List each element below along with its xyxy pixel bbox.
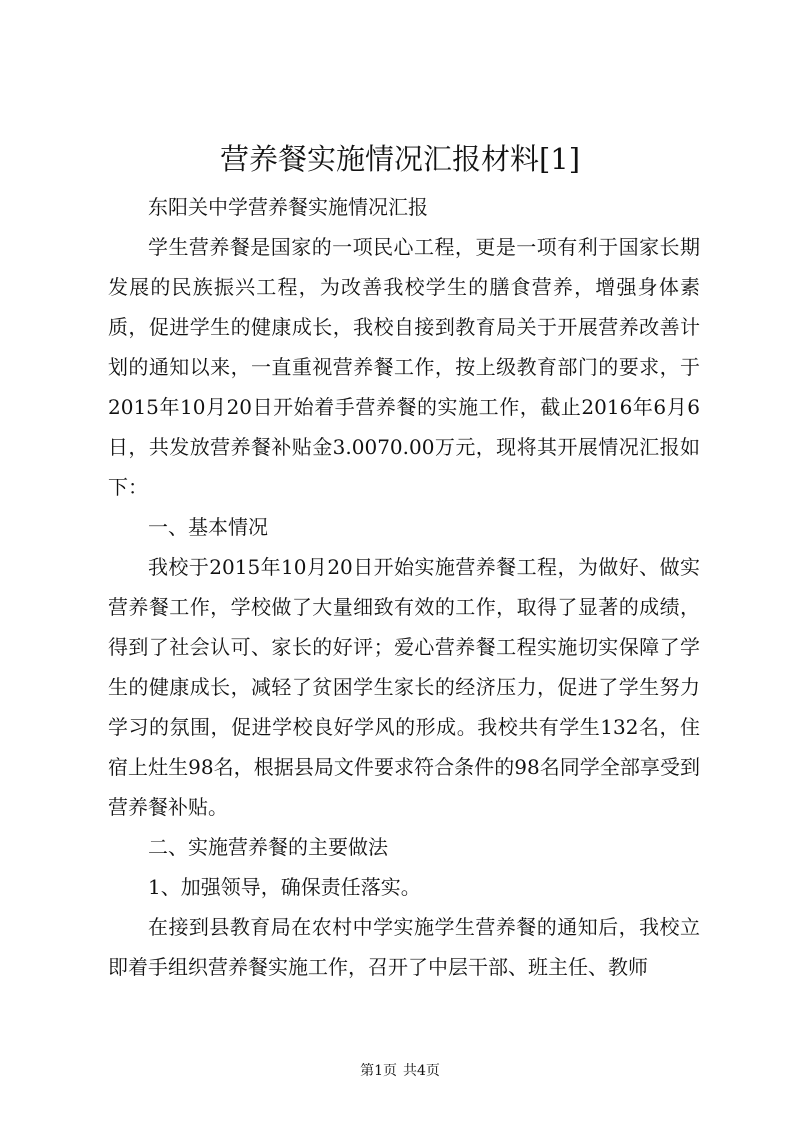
page-number: 第1页: [360, 1063, 397, 1079]
paragraph-subtitle: 东阳关中学营养餐实施情况汇报: [148, 195, 428, 219]
section-heading-main-practices: 二、实施营养餐的主要做法: [148, 835, 388, 859]
subheading-leadership: 1、加强领导，确保责任落实。: [148, 875, 421, 899]
document-body: [108, 187, 700, 987]
paragraph-leadership: 在接到县教育局在农村中学实施学生营养餐的通知后，我校立即着手组织营养餐实施工作，召开了中层干部、班主任、教师: [108, 915, 700, 979]
document-title: 营养餐实施情况汇报材料[1]: [219, 142, 581, 176]
paragraph-basic-situation: 我校于2015年10月20日开始实施营养餐工程，为做好、做实营养餐工作，学校做了大量细致有效的工作，取得了显著的成绩，得到了社会认可、家长的好评；爱心营养餐工程实施切实保障了学生的健康成长，减轻了贫困学生家长的经济压力，促进了学生努力学习的氛围，促进学校良好学风的形成。我校共有学生132名，住宿上灶生98名，根据县局文件要求符合条件的98名同学全部享受到营养餐补贴。: [108, 555, 700, 819]
section-heading-basic-situation: 一、基本情况: [148, 515, 268, 539]
page-footer: [0, 1061, 800, 1081]
paragraph-intro: 学生营养餐是国家的一项民心工程，更是一项有利于国家长期发展的民族振兴工程，为改善我校学生的膳食营养，增强身体素质，促进学生的健康成长，我校自接到教育局关于开展营养改善计划的通知以来，一直重视营养餐工作，按上级教育部门的要求，于2015年10月20日开始着手营养餐的实施工作，截止2016年6月6日，共发放营养餐补贴金3.0070.00万元，现将其开展情况汇报如下：: [108, 235, 700, 499]
page-total: 共4页: [403, 1063, 440, 1079]
